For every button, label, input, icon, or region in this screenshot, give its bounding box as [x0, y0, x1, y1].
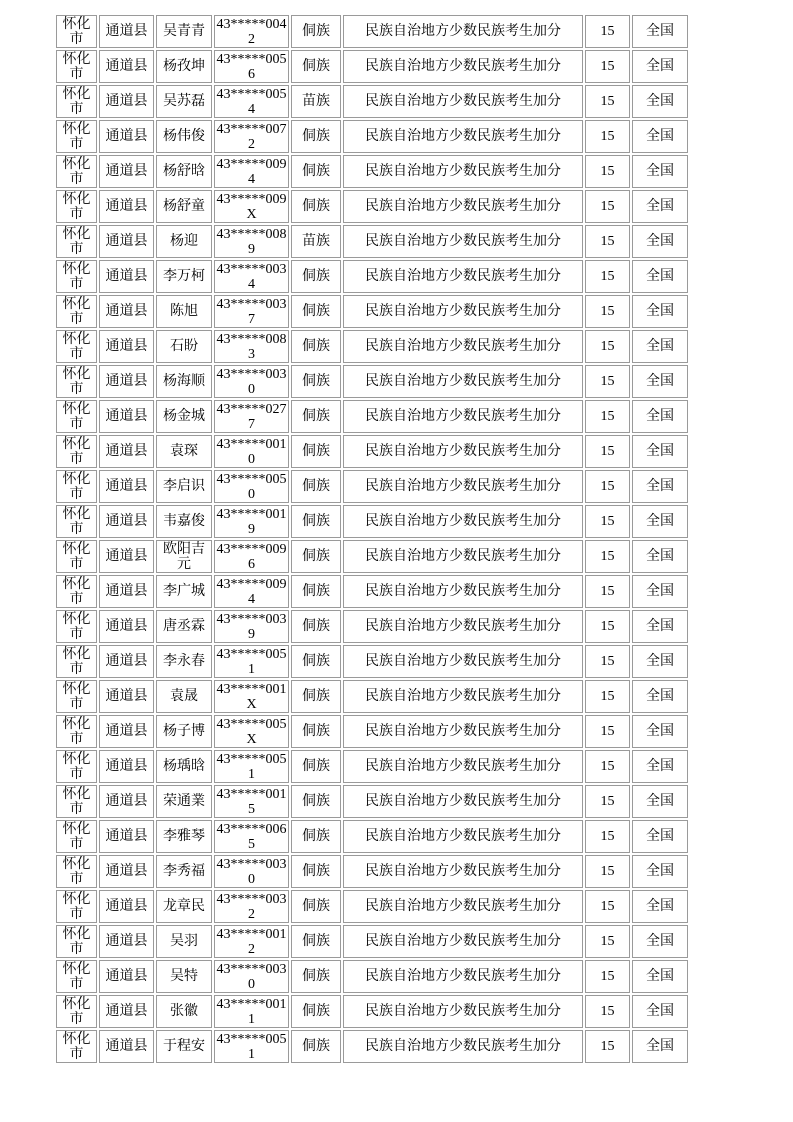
cell-county: 通道县: [99, 680, 154, 713]
cell-county: 通道县: [99, 470, 154, 503]
cell-id-number: 43*****0015: [214, 785, 289, 818]
table-row: [56, 1030, 688, 1063]
cell-id-number: 43*****0277: [214, 400, 289, 433]
table-row: [56, 925, 688, 958]
cell-name: 欧阳吉元: [156, 540, 212, 573]
cell-points: 15: [585, 225, 630, 258]
cell-ethnicity: 侗族: [291, 680, 341, 713]
cell-county: 通道县: [99, 785, 154, 818]
cell-name: 吴苏磊: [156, 85, 212, 118]
cell-name: 吴特: [156, 960, 212, 993]
cell-id-number: 43*****0051: [214, 1030, 289, 1063]
cell-city: 怀化市: [56, 225, 97, 258]
cell-name: 龙章民: [156, 890, 212, 923]
cell-bonus-reason: 民族自治地方少数民族考生加分: [343, 155, 583, 188]
cell-points: 15: [585, 365, 630, 398]
cell-id-number: 43*****0094: [214, 575, 289, 608]
cell-city: 怀化市: [56, 330, 97, 363]
cell-city: 怀化市: [56, 85, 97, 118]
table-row: [56, 85, 688, 118]
cell-id-number: 43*****0089: [214, 225, 289, 258]
cell-points: 15: [585, 820, 630, 853]
table-row: [56, 680, 688, 713]
cell-city: 怀化市: [56, 960, 97, 993]
cell-ethnicity: 侗族: [291, 645, 341, 678]
cell-points: 15: [585, 120, 630, 153]
cell-scope: 全国: [632, 715, 688, 748]
cell-name: 杨瑀晗: [156, 750, 212, 783]
cell-city: 怀化市: [56, 470, 97, 503]
cell-id-number: 43*****0050: [214, 470, 289, 503]
cell-scope: 全国: [632, 260, 688, 293]
cell-id-number: 43*****0034: [214, 260, 289, 293]
cell-bonus-reason: 民族自治地方少数民族考生加分: [343, 1030, 583, 1063]
cell-county: 通道县: [99, 890, 154, 923]
cell-bonus-reason: 民族自治地方少数民族考生加分: [343, 890, 583, 923]
table-row: [56, 890, 688, 923]
cell-ethnicity: 侗族: [291, 855, 341, 888]
cell-ethnicity: 侗族: [291, 750, 341, 783]
cell-name: 杨金城: [156, 400, 212, 433]
cell-name: 石盼: [156, 330, 212, 363]
cell-city: 怀化市: [56, 400, 97, 433]
cell-ethnicity: 侗族: [291, 575, 341, 608]
cell-id-number: 43*****0083: [214, 330, 289, 363]
cell-bonus-reason: 民族自治地方少数民族考生加分: [343, 50, 583, 83]
cell-points: 15: [585, 680, 630, 713]
cell-points: 15: [585, 15, 630, 48]
cell-id-number: 43*****0037: [214, 295, 289, 328]
cell-scope: 全国: [632, 750, 688, 783]
cell-name: 袁晟: [156, 680, 212, 713]
cell-bonus-reason: 民族自治地方少数民族考生加分: [343, 715, 583, 748]
cell-name: 杨伟俊: [156, 120, 212, 153]
cell-city: 怀化市: [56, 435, 97, 468]
cell-scope: 全国: [632, 995, 688, 1028]
cell-bonus-reason: 民族自治地方少数民族考生加分: [343, 505, 583, 538]
cell-points: 15: [585, 155, 630, 188]
cell-county: 通道县: [99, 1030, 154, 1063]
cell-bonus-reason: 民族自治地方少数民族考生加分: [343, 925, 583, 958]
cell-ethnicity: 侗族: [291, 155, 341, 188]
cell-county: 通道县: [99, 225, 154, 258]
cell-ethnicity: 侗族: [291, 715, 341, 748]
cell-scope: 全国: [632, 225, 688, 258]
cell-city: 怀化市: [56, 120, 97, 153]
table-row: [56, 750, 688, 783]
cell-name: 李永春: [156, 645, 212, 678]
table-row: [56, 120, 688, 153]
cell-bonus-reason: 民族自治地方少数民族考生加分: [343, 225, 583, 258]
cell-county: 通道县: [99, 260, 154, 293]
cell-county: 通道县: [99, 50, 154, 83]
table-row: [56, 540, 688, 573]
cell-scope: 全国: [632, 540, 688, 573]
cell-city: 怀化市: [56, 540, 97, 573]
cell-city: 怀化市: [56, 365, 97, 398]
cell-id-number: 43*****0094: [214, 155, 289, 188]
cell-ethnicity: 侗族: [291, 260, 341, 293]
cell-scope: 全国: [632, 400, 688, 433]
cell-scope: 全国: [632, 680, 688, 713]
cell-scope: 全国: [632, 330, 688, 363]
cell-scope: 全国: [632, 1030, 688, 1063]
cell-ethnicity: 侗族: [291, 15, 341, 48]
table-row: [56, 435, 688, 468]
cell-name: 杨子博: [156, 715, 212, 748]
cell-id-number: 43*****001X: [214, 680, 289, 713]
cell-county: 通道县: [99, 505, 154, 538]
cell-city: 怀化市: [56, 715, 97, 748]
cell-name: 杨舒晗: [156, 155, 212, 188]
cell-id-number: 43*****0065: [214, 820, 289, 853]
cell-scope: 全国: [632, 820, 688, 853]
cell-id-number: 43*****0096: [214, 540, 289, 573]
cell-name: 李广城: [156, 575, 212, 608]
cell-bonus-reason: 民族自治地方少数民族考生加分: [343, 470, 583, 503]
cell-name: 荣通業: [156, 785, 212, 818]
cell-points: 15: [585, 330, 630, 363]
cell-id-number: 43*****0011: [214, 995, 289, 1028]
cell-scope: 全国: [632, 890, 688, 923]
cell-county: 通道县: [99, 295, 154, 328]
cell-ethnicity: 苗族: [291, 225, 341, 258]
cell-city: 怀化市: [56, 190, 97, 223]
cell-id-number: 43*****0030: [214, 365, 289, 398]
cell-id-number: 43*****0030: [214, 855, 289, 888]
cell-points: 15: [585, 750, 630, 783]
table-row: [56, 995, 688, 1028]
cell-name: 杨迎: [156, 225, 212, 258]
cell-name: 杨海顺: [156, 365, 212, 398]
cell-county: 通道县: [99, 155, 154, 188]
cell-bonus-reason: 民族自治地方少数民族考生加分: [343, 260, 583, 293]
cell-name: 杨舒童: [156, 190, 212, 223]
table-body: [56, 15, 688, 1063]
cell-bonus-reason: 民族自治地方少数民族考生加分: [343, 855, 583, 888]
cell-id-number: 43*****0054: [214, 85, 289, 118]
table-row: [56, 155, 688, 188]
cell-city: 怀化市: [56, 610, 97, 643]
cell-scope: 全国: [632, 960, 688, 993]
table-row: [56, 295, 688, 328]
cell-scope: 全国: [632, 365, 688, 398]
cell-points: 15: [585, 295, 630, 328]
cell-id-number: 43*****0042: [214, 15, 289, 48]
cell-scope: 全国: [632, 15, 688, 48]
cell-bonus-reason: 民族自治地方少数民族考生加分: [343, 785, 583, 818]
cell-name: 李启识: [156, 470, 212, 503]
cell-county: 通道县: [99, 855, 154, 888]
cell-points: 15: [585, 645, 630, 678]
cell-name: 杨孜坤: [156, 50, 212, 83]
cell-id-number: 43*****0056: [214, 50, 289, 83]
cell-city: 怀化市: [56, 680, 97, 713]
cell-scope: 全国: [632, 190, 688, 223]
cell-scope: 全国: [632, 785, 688, 818]
cell-city: 怀化市: [56, 925, 97, 958]
cell-ethnicity: 侗族: [291, 50, 341, 83]
cell-bonus-reason: 民族自治地方少数民族考生加分: [343, 750, 583, 783]
cell-county: 通道县: [99, 435, 154, 468]
cell-ethnicity: 侗族: [291, 330, 341, 363]
cell-name: 陈旭: [156, 295, 212, 328]
cell-scope: 全国: [632, 610, 688, 643]
cell-name: 张徽: [156, 995, 212, 1028]
cell-scope: 全国: [632, 645, 688, 678]
cell-points: 15: [585, 50, 630, 83]
cell-scope: 全国: [632, 155, 688, 188]
cell-id-number: 43*****0051: [214, 645, 289, 678]
cell-city: 怀化市: [56, 50, 97, 83]
table-row: [56, 365, 688, 398]
cell-city: 怀化市: [56, 295, 97, 328]
table-row: [56, 960, 688, 993]
table-row: [56, 855, 688, 888]
cell-city: 怀化市: [56, 855, 97, 888]
table-row: [56, 505, 688, 538]
cell-name: 韦嘉俊: [156, 505, 212, 538]
cell-name: 唐丞霖: [156, 610, 212, 643]
cell-city: 怀化市: [56, 260, 97, 293]
cell-bonus-reason: 民族自治地方少数民族考生加分: [343, 575, 583, 608]
cell-bonus-reason: 民族自治地方少数民族考生加分: [343, 365, 583, 398]
table-row: [56, 400, 688, 433]
cell-ethnicity: 侗族: [291, 610, 341, 643]
cell-county: 通道县: [99, 645, 154, 678]
cell-bonus-reason: 民族自治地方少数民族考生加分: [343, 85, 583, 118]
cell-points: 15: [585, 400, 630, 433]
cell-county: 通道县: [99, 820, 154, 853]
cell-county: 通道县: [99, 365, 154, 398]
cell-bonus-reason: 民族自治地方少数民族考生加分: [343, 610, 583, 643]
cell-name: 李秀福: [156, 855, 212, 888]
cell-scope: 全国: [632, 470, 688, 503]
cell-points: 15: [585, 435, 630, 468]
cell-scope: 全国: [632, 505, 688, 538]
table-row: [56, 470, 688, 503]
cell-bonus-reason: 民族自治地方少数民族考生加分: [343, 820, 583, 853]
cell-county: 通道县: [99, 120, 154, 153]
cell-id-number: 43*****0019: [214, 505, 289, 538]
cell-id-number: 43*****005X: [214, 715, 289, 748]
cell-county: 通道县: [99, 540, 154, 573]
cell-id-number: 43*****0012: [214, 925, 289, 958]
cell-ethnicity: 侗族: [291, 1030, 341, 1063]
cell-bonus-reason: 民族自治地方少数民族考生加分: [343, 960, 583, 993]
cell-name: 吴青青: [156, 15, 212, 48]
table-row: [56, 260, 688, 293]
cell-id-number: 43*****0030: [214, 960, 289, 993]
cell-ethnicity: 侗族: [291, 820, 341, 853]
cell-scope: 全国: [632, 50, 688, 83]
cell-ethnicity: 侗族: [291, 120, 341, 153]
cell-bonus-reason: 民族自治地方少数民族考生加分: [343, 645, 583, 678]
cell-points: 15: [585, 960, 630, 993]
cell-city: 怀化市: [56, 785, 97, 818]
cell-id-number: 43*****0051: [214, 750, 289, 783]
cell-bonus-reason: 民族自治地方少数民族考生加分: [343, 295, 583, 328]
cell-county: 通道县: [99, 400, 154, 433]
cell-city: 怀化市: [56, 1030, 97, 1063]
cell-county: 通道县: [99, 715, 154, 748]
cell-scope: 全国: [632, 295, 688, 328]
cell-county: 通道县: [99, 960, 154, 993]
table-row: [56, 330, 688, 363]
cell-ethnicity: 侗族: [291, 505, 341, 538]
cell-ethnicity: 侗族: [291, 365, 341, 398]
cell-scope: 全国: [632, 925, 688, 958]
bonus-points-table: [54, 13, 690, 1065]
cell-county: 通道县: [99, 575, 154, 608]
cell-points: 15: [585, 785, 630, 818]
cell-ethnicity: 侗族: [291, 295, 341, 328]
cell-city: 怀化市: [56, 750, 97, 783]
cell-name: 于程安: [156, 1030, 212, 1063]
cell-ethnicity: 侗族: [291, 400, 341, 433]
cell-county: 通道县: [99, 190, 154, 223]
cell-points: 15: [585, 190, 630, 223]
cell-city: 怀化市: [56, 890, 97, 923]
cell-county: 通道县: [99, 85, 154, 118]
cell-points: 15: [585, 925, 630, 958]
cell-name: 袁琛: [156, 435, 212, 468]
cell-county: 通道县: [99, 995, 154, 1028]
cell-id-number: 43*****0039: [214, 610, 289, 643]
cell-ethnicity: 侗族: [291, 470, 341, 503]
table-row: [56, 610, 688, 643]
cell-bonus-reason: 民族自治地方少数民族考生加分: [343, 540, 583, 573]
cell-points: 15: [585, 715, 630, 748]
cell-points: 15: [585, 505, 630, 538]
cell-bonus-reason: 民族自治地方少数民族考生加分: [343, 400, 583, 433]
cell-city: 怀化市: [56, 645, 97, 678]
cell-points: 15: [585, 575, 630, 608]
cell-bonus-reason: 民族自治地方少数民族考生加分: [343, 190, 583, 223]
table-row: [56, 15, 688, 48]
table-row: [56, 225, 688, 258]
cell-id-number: 43*****0010: [214, 435, 289, 468]
cell-ethnicity: 侗族: [291, 995, 341, 1028]
table-row: [56, 715, 688, 748]
cell-bonus-reason: 民族自治地方少数民族考生加分: [343, 15, 583, 48]
cell-points: 15: [585, 995, 630, 1028]
cell-points: 15: [585, 610, 630, 643]
cell-id-number: 43*****009X: [214, 190, 289, 223]
cell-county: 通道县: [99, 750, 154, 783]
cell-ethnicity: 侗族: [291, 540, 341, 573]
table-row: [56, 645, 688, 678]
cell-bonus-reason: 民族自治地方少数民族考生加分: [343, 995, 583, 1028]
cell-points: 15: [585, 85, 630, 118]
cell-city: 怀化市: [56, 575, 97, 608]
table-row: [56, 820, 688, 853]
table-row: [56, 785, 688, 818]
cell-city: 怀化市: [56, 995, 97, 1028]
cell-scope: 全国: [632, 85, 688, 118]
cell-points: 15: [585, 470, 630, 503]
cell-ethnicity: 侗族: [291, 435, 341, 468]
cell-bonus-reason: 民族自治地方少数民族考生加分: [343, 680, 583, 713]
cell-id-number: 43*****0032: [214, 890, 289, 923]
cell-name: 李雅琴: [156, 820, 212, 853]
table-row: [56, 190, 688, 223]
cell-bonus-reason: 民族自治地方少数民族考生加分: [343, 120, 583, 153]
cell-scope: 全国: [632, 855, 688, 888]
cell-county: 通道县: [99, 15, 154, 48]
cell-points: 15: [585, 890, 630, 923]
cell-county: 通道县: [99, 610, 154, 643]
cell-county: 通道县: [99, 925, 154, 958]
cell-scope: 全国: [632, 435, 688, 468]
cell-bonus-reason: 民族自治地方少数民族考生加分: [343, 435, 583, 468]
cell-ethnicity: 侗族: [291, 190, 341, 223]
cell-city: 怀化市: [56, 15, 97, 48]
cell-points: 15: [585, 540, 630, 573]
cell-ethnicity: 苗族: [291, 85, 341, 118]
table-row: [56, 50, 688, 83]
cell-points: 15: [585, 1030, 630, 1063]
cell-city: 怀化市: [56, 155, 97, 188]
cell-bonus-reason: 民族自治地方少数民族考生加分: [343, 330, 583, 363]
cell-id-number: 43*****0072: [214, 120, 289, 153]
cell-points: 15: [585, 855, 630, 888]
table-row: [56, 575, 688, 608]
cell-city: 怀化市: [56, 505, 97, 538]
cell-name: 吴羽: [156, 925, 212, 958]
cell-ethnicity: 侗族: [291, 785, 341, 818]
cell-ethnicity: 侗族: [291, 960, 341, 993]
cell-ethnicity: 侗族: [291, 925, 341, 958]
cell-scope: 全国: [632, 575, 688, 608]
cell-scope: 全国: [632, 120, 688, 153]
cell-ethnicity: 侗族: [291, 890, 341, 923]
cell-name: 李万柯: [156, 260, 212, 293]
cell-city: 怀化市: [56, 820, 97, 853]
cell-county: 通道县: [99, 330, 154, 363]
cell-points: 15: [585, 260, 630, 293]
